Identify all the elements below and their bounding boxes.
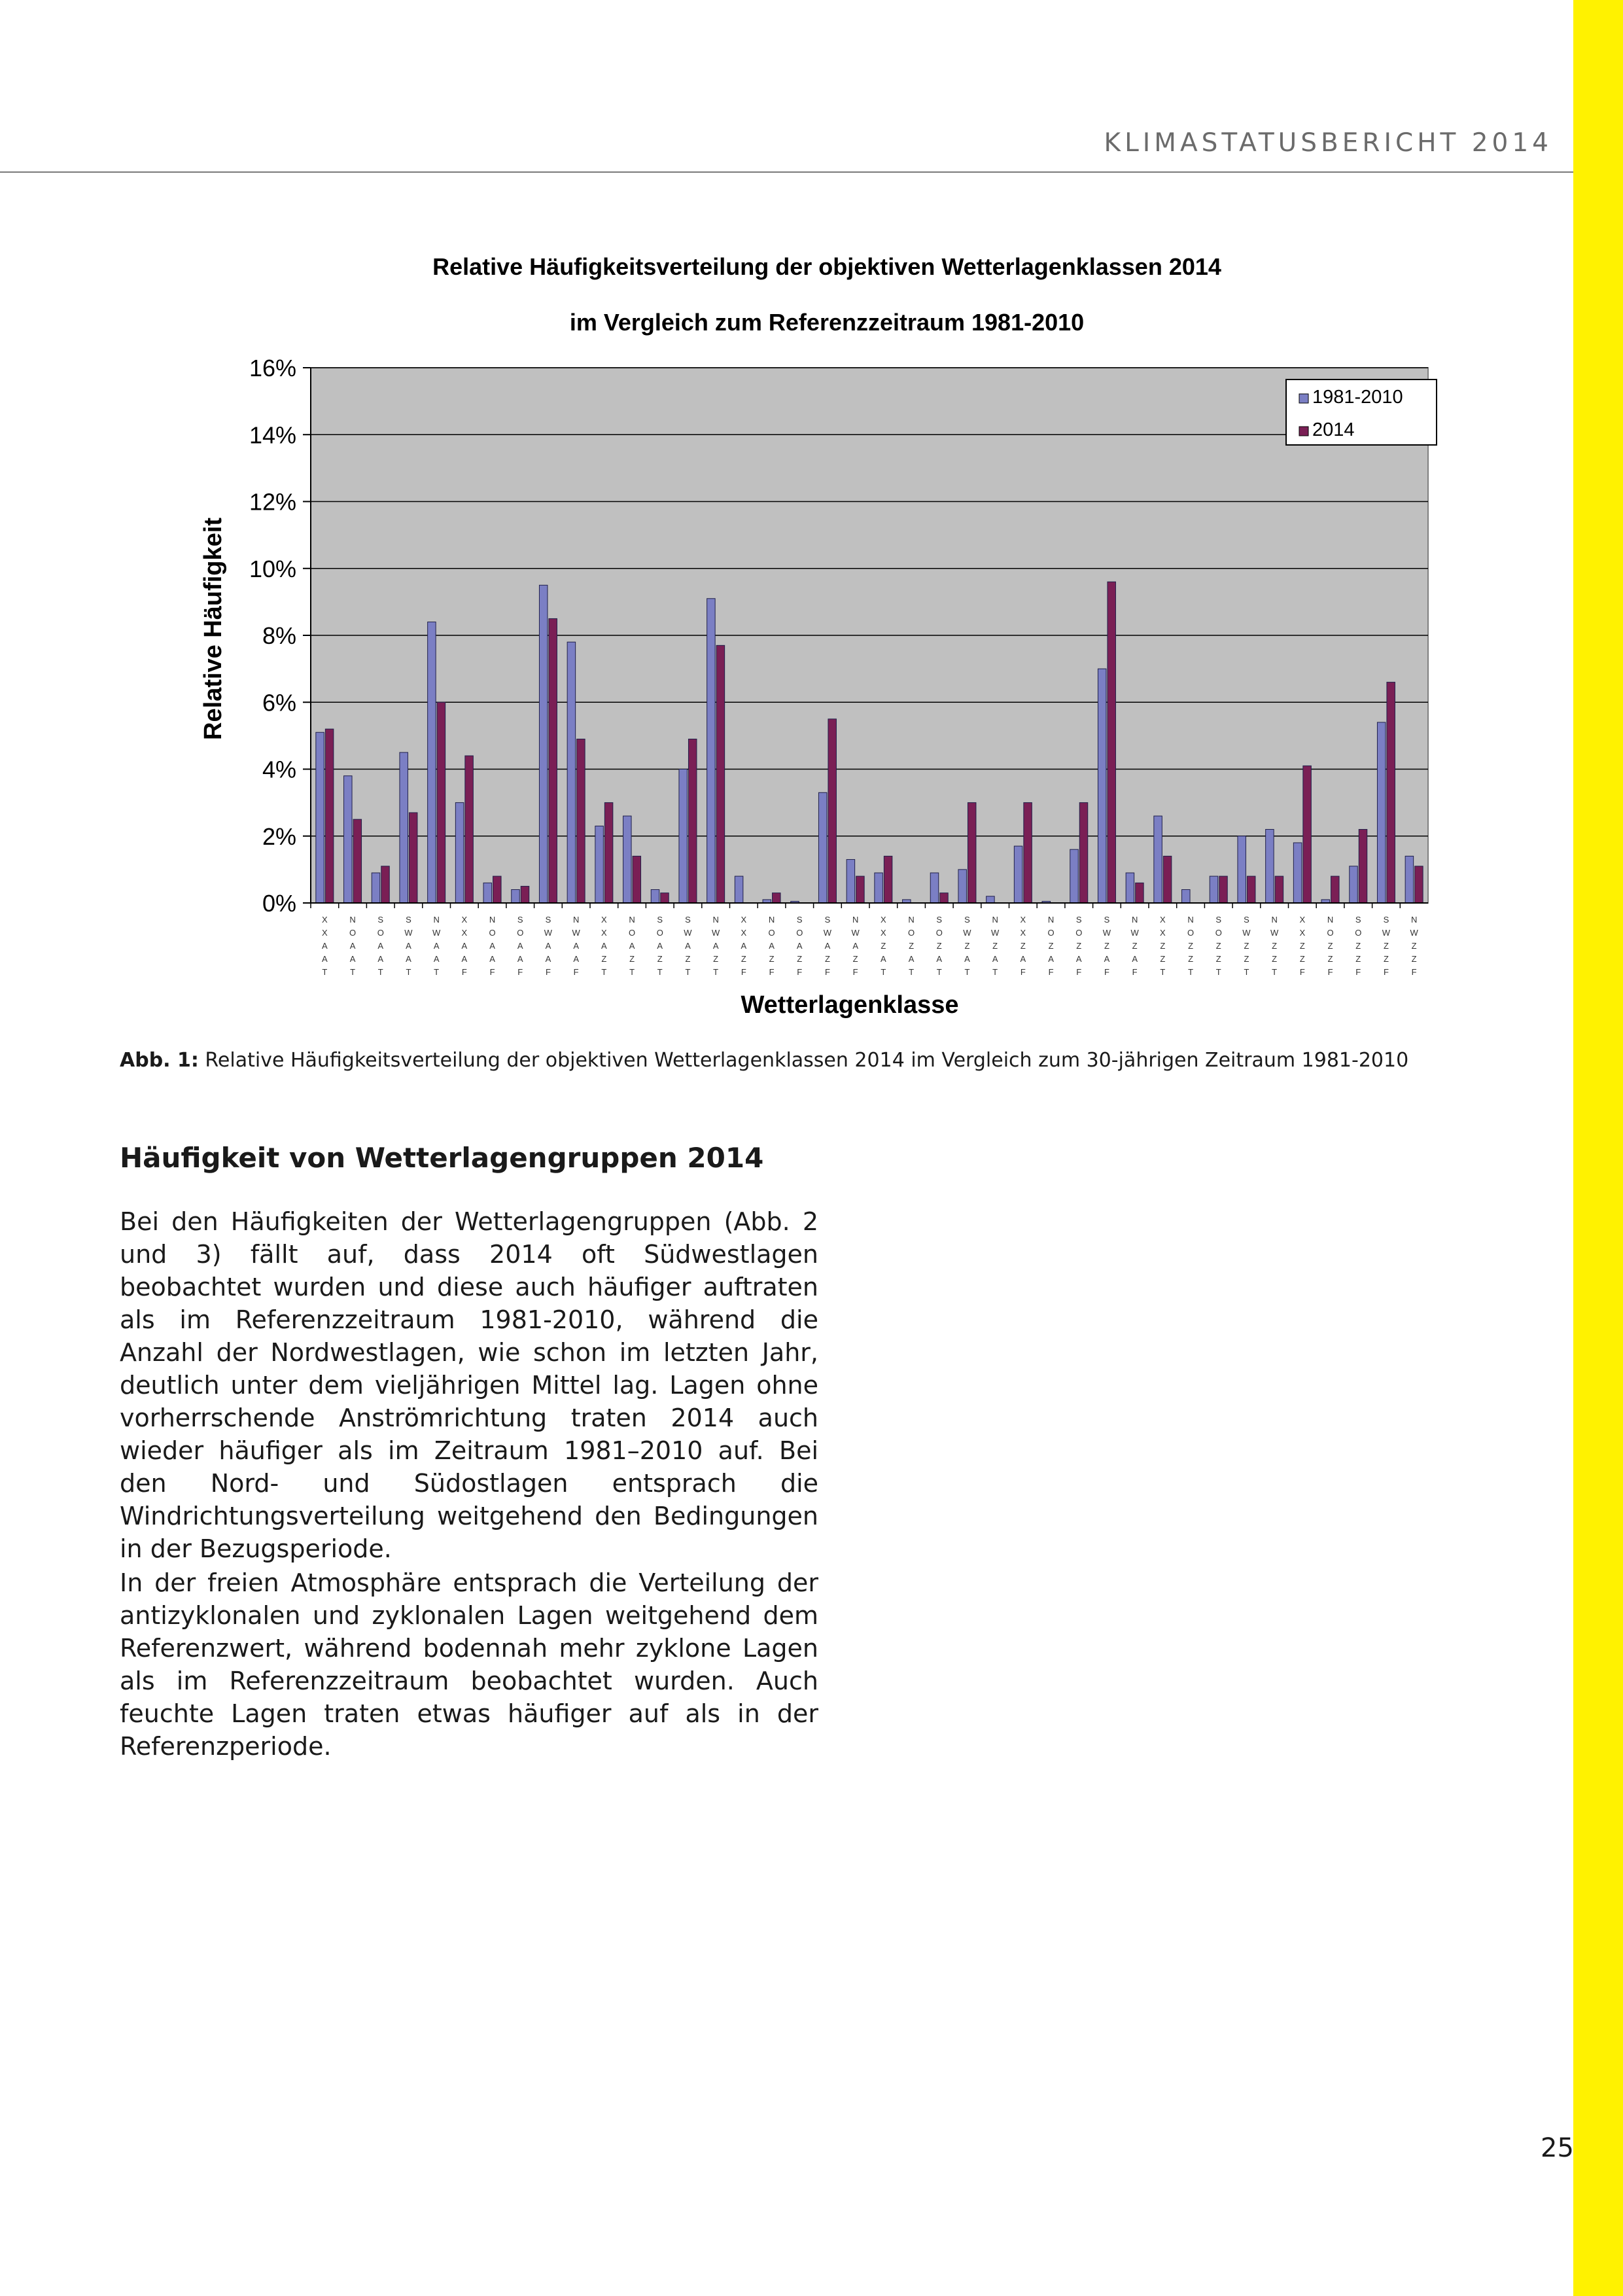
bar-2014: [1387, 682, 1395, 903]
y-tick-label: 12%: [249, 488, 296, 516]
x-tick-label: S W Z Z T: [1242, 915, 1251, 977]
y-tick-label: 2%: [262, 822, 296, 850]
x-tick-label: N O A Z T: [628, 915, 636, 977]
bar-2014: [465, 756, 474, 903]
bar-2014: [1136, 883, 1144, 903]
x-tick-label: N O Z Z T: [1187, 915, 1195, 977]
bar-2014: [521, 886, 529, 903]
bar-ref: [595, 826, 604, 903]
x-tick-label: S O Z A F: [1075, 915, 1083, 977]
bar-ref: [428, 622, 436, 903]
legend-swatch: [1299, 427, 1308, 436]
bar-2014: [1331, 876, 1340, 903]
bar-ref: [344, 776, 353, 903]
bar-2014: [1024, 803, 1032, 903]
bar-2014: [1359, 830, 1367, 903]
x-tick-label: S W A A T: [404, 915, 413, 977]
bar-ref: [1070, 849, 1079, 903]
bar-ref: [1098, 669, 1106, 903]
bar-ref: [1350, 866, 1358, 903]
x-tick-label: N W Z Z F: [1410, 915, 1418, 977]
x-tick-label: N O A A T: [349, 915, 357, 977]
bar-2014: [940, 893, 949, 903]
bar-2014: [1275, 876, 1283, 903]
bar-2014: [437, 702, 445, 903]
x-tick-label: S O Z A T: [935, 915, 943, 977]
x-tick-label: S O Z Z T: [1215, 915, 1222, 977]
x-tick-label: N O A Z F: [768, 915, 775, 977]
x-tick-label: N W A A F: [572, 915, 580, 977]
bar-ref: [400, 752, 408, 903]
bar-2014: [353, 819, 362, 903]
x-tick-label: N O Z A T: [907, 915, 915, 977]
caption-text: Relative Häufigkeitsverteilung der objektiven Wetterlagenklassen 2014 im Vergleich zum 30-jährigen Zeitraum 1981-2010: [198, 1049, 1409, 1072]
bar-ref: [846, 860, 855, 903]
y-axis-label: Relative Häufigkeit: [200, 518, 227, 740]
bar-ref: [1126, 873, 1134, 903]
bar-ref: [930, 873, 939, 903]
accent-side-bar: [1573, 0, 1623, 2296]
bar-ref: [958, 870, 967, 903]
bar-2014: [493, 876, 502, 903]
x-tick-label: S O A A T: [377, 915, 384, 977]
bar-2014: [549, 618, 557, 903]
bar-ref: [567, 642, 576, 903]
bar-2014: [1415, 866, 1423, 903]
bar-ref: [875, 873, 883, 903]
bar-2014: [856, 876, 865, 903]
bar-2014: [688, 739, 697, 903]
x-tick-label: S O A Z T: [656, 915, 663, 977]
bar-ref: [1238, 836, 1246, 903]
bar-2014: [828, 719, 837, 903]
paragraph-2: In der freien Atmosphäre entsprach die Verteilung der antizyklonalen und zyklonalen Lagen weitgehend dem Referenzwert, während bodennah mehr zyklone Lagen als im Referenzzeitraum beobachtet wurden. Auch feuchte Lagen traten etwas häufiger auf als in der Referenzperiode.: [120, 1568, 818, 1761]
y-tick-label: 4%: [262, 756, 296, 783]
bar-2014: [1163, 856, 1172, 903]
bar-2014: [716, 645, 725, 903]
bar-ref: [735, 876, 743, 903]
x-tick-label: N W Z A F: [1130, 915, 1139, 977]
y-tick-label: 14%: [249, 421, 296, 449]
bar-ref: [1182, 890, 1191, 903]
bar-ref: [1266, 830, 1274, 903]
bar-ref: [455, 803, 464, 903]
bar-2014: [1247, 876, 1255, 903]
y-tick-label: 8%: [262, 622, 296, 649]
x-tick-label: S W A Z F: [823, 915, 832, 977]
bar-ref: [679, 769, 688, 904]
x-tick-label: S W A A F: [544, 915, 553, 977]
x-tick-label: X X Z Z F: [1299, 915, 1306, 977]
x-tick-label: S W A Z T: [684, 915, 692, 977]
bar-ref: [707, 599, 716, 903]
bar-2014: [1219, 876, 1228, 903]
paragraph-1: Bei den Häufigkeiten der Wetterlagengruppen (Abb. 2 und 3) fällt auf, dass 2014 oft Südwestlagen beobachtet wurden und diese auch häufiger auftraten als im Referenzzeitraum 1981-2010, während die Anzahl der Nordwestlagen, wie schon im letzten Jahr, deutlich unter dem vieljährigen Mittel lag. Lagen ohne vorherrschende Anströmrichtung traten 2014 auch wieder häufiger als im Zeitraum 1981–2010 auf. Bei den Nord- und Südostlagen entsprach die Windrichtungsverteilung weitgehend den Bedingungen in der Bezugsperiode.: [120, 1207, 818, 1563]
bar-ref: [539, 585, 548, 903]
x-tick-label: S O A Z F: [796, 915, 803, 977]
section-heading: Häufigkeit von Wetterlagengruppen 2014: [120, 1142, 764, 1174]
y-tick-label: 16%: [249, 355, 296, 381]
legend-label: 2014: [1312, 419, 1355, 440]
bar-2014: [325, 729, 334, 903]
y-tick-label: 0%: [262, 890, 296, 917]
x-tick-label: S W Z A F: [1102, 915, 1111, 977]
running-header: KLIMASTATUSBERICHT 2014: [1104, 128, 1552, 158]
bar-ref: [1377, 722, 1386, 903]
bar-ref: [818, 792, 827, 903]
bar-ref: [986, 896, 995, 903]
bar-ref: [1154, 816, 1162, 903]
x-tick-label: N O Z A F: [1047, 915, 1055, 977]
bar-ref: [483, 883, 492, 903]
page-number: 25: [1541, 2133, 1574, 2163]
y-tick-label: 6%: [262, 689, 296, 716]
bar-ref: [1014, 846, 1022, 903]
x-tick-label: X X Z Z T: [1160, 915, 1166, 977]
legend-swatch: [1299, 394, 1308, 403]
x-tick-label: S W Z A T: [963, 915, 971, 977]
caption-label: Abb. 1:: [120, 1049, 199, 1072]
bar-ref: [1293, 843, 1302, 903]
x-tick-label: N O A A F: [489, 915, 496, 977]
bar-2014: [381, 866, 390, 903]
bar-chart: [183, 242, 1465, 1034]
x-tick-label: S O Z Z F: [1355, 915, 1362, 977]
legend-label: 1981-2010: [1312, 387, 1403, 408]
bar-ref: [623, 816, 632, 903]
x-tick-label: N W A Z F: [851, 915, 860, 977]
figure-caption: [120, 1049, 1408, 1072]
x-tick-label: S O A A F: [517, 915, 524, 977]
bar-2014: [633, 856, 641, 903]
header-divider: [0, 171, 1573, 173]
bar-ref: [1405, 856, 1414, 903]
x-tick-label: X X A Z F: [741, 915, 747, 977]
x-tick-label: X X A A T: [322, 915, 328, 977]
bar-ref: [316, 732, 324, 903]
bar-2014: [884, 856, 892, 903]
chart-title: Relative Häufigkeitsverteilung der objektiven Wetterlagenklassen 2014: [432, 253, 1221, 280]
x-axis-label: Wetterlagenklasse: [741, 991, 959, 1019]
bar-2014: [773, 893, 781, 903]
x-tick-label: X X Z A T: [881, 915, 886, 977]
bar-2014: [1079, 803, 1088, 903]
x-tick-label: X X Z A F: [1020, 915, 1026, 977]
bar-2014: [661, 893, 669, 903]
x-tick-label: X X A Z T: [601, 915, 607, 977]
bar-ref: [651, 890, 659, 903]
bar-2014: [409, 813, 417, 903]
bar-ref: [512, 890, 520, 903]
x-tick-label: X X A A F: [461, 915, 468, 977]
y-tick-label: 10%: [249, 555, 296, 582]
bar-2014: [577, 739, 585, 903]
bar-2014: [968, 803, 976, 903]
x-tick-label: N O Z Z F: [1327, 915, 1334, 977]
bar-2014: [1303, 766, 1312, 903]
x-tick-label: N W Z Z T: [1270, 915, 1279, 977]
bar-2014: [1108, 582, 1116, 903]
x-tick-label: N W A Z T: [712, 915, 720, 977]
x-tick-label: N W Z A T: [991, 915, 1000, 977]
bar-2014: [604, 803, 613, 903]
bar-ref: [372, 873, 380, 903]
x-tick-label: S W Z Z F: [1382, 915, 1391, 977]
chart-subtitle: im Vergleich zum Referenzzeitraum 1981-2010: [569, 309, 1085, 336]
x-tick-label: N W A A T: [432, 915, 441, 977]
bar-ref: [1210, 876, 1218, 903]
